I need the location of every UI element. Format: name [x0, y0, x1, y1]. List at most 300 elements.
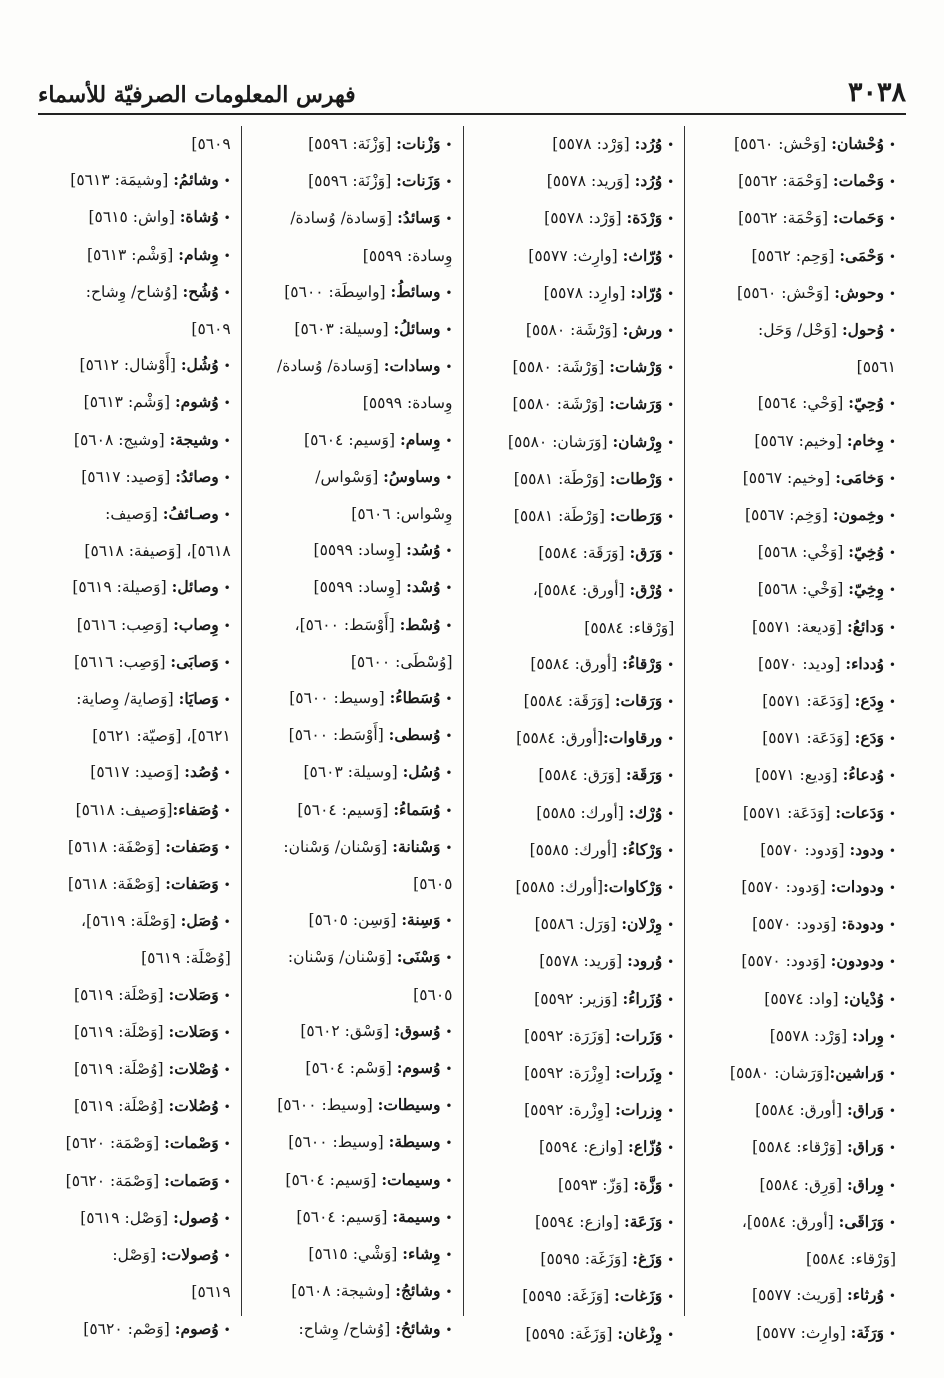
entry-reference: [وَصْمَة: ٥٦٢٠]	[65, 1134, 165, 1153]
index-entry	[695, 275, 896, 312]
index-entry-continuation	[695, 349, 896, 385]
entry-headword: وحوش:	[834, 282, 884, 302]
entry-reference: [وَزْنَة: ٥٥٩٦]	[308, 172, 397, 191]
index-entry	[252, 1162, 453, 1199]
bullet-icon: •	[888, 1029, 896, 1044]
bullet-icon: •	[223, 1063, 231, 1078]
bullet-icon: •	[888, 138, 896, 152]
index-entry	[30, 384, 231, 421]
bullet-icon: •	[667, 657, 675, 672]
bullet-icon: •	[888, 509, 896, 524]
entry-reference: [وِزْرَة: ٥٥٩٢]	[524, 1064, 616, 1083]
index-entry	[695, 943, 896, 980]
entry-headword: ودودون:	[830, 951, 884, 971]
bullet-icon: •	[223, 508, 231, 523]
index-entry-continuation	[695, 1241, 896, 1277]
entry-reference: [وِزْرة: ٥٥٩٢]	[524, 1101, 616, 1120]
entry-headword: وُسُد:	[406, 540, 441, 560]
entry-headword: وَرْقاءُ:	[622, 653, 663, 673]
entry-reference: [وازع: ٥٥٩٤]	[534, 1212, 624, 1231]
bullet-icon: •	[445, 138, 453, 152]
entry-headword: وَرْطات:	[609, 468, 663, 488]
entry-headword: وُصَل:	[180, 911, 219, 931]
entry-reference: [وسيط: ٥٦٠٠]	[288, 1133, 389, 1152]
entry-headword: وخِمون:	[832, 505, 884, 525]
entry-reference: [وَزْنَة: ٥٥٩٦]	[308, 135, 397, 153]
entry-reference: [وَزَغَة: ٥٥٩٥]	[540, 1250, 633, 1269]
entry-headword: وصائدُ:	[175, 466, 219, 486]
entry-reference: [وَرَشان: ٥٥٨٠]	[507, 432, 613, 451]
index-entry	[252, 1273, 453, 1310]
index-entry	[474, 943, 675, 980]
bullet-icon: •	[888, 806, 896, 821]
entry-reference: [واد: ٥٥٧٤]	[764, 989, 844, 1008]
bullet-icon: •	[667, 1253, 675, 1268]
index-entry	[30, 607, 231, 644]
bullet-icon: •	[445, 323, 453, 338]
bullet-icon: •	[667, 361, 675, 376]
entry-reference: [وَصيلة: ٥٦١٩]	[72, 578, 172, 597]
index-entry	[695, 1129, 896, 1166]
index-entry	[30, 1237, 231, 1274]
entry-headword: وُسطى:	[388, 725, 441, 745]
entry-reference: [وَرْشَة: ٥٥٨٠]	[512, 358, 610, 377]
entry-headword: وُسْط:	[399, 614, 441, 634]
entry-reference: [وُسْطَى: ٥٦٠٠]	[350, 652, 453, 671]
entry-reference: [وَصيد: ٥٦١٧]	[81, 467, 176, 486]
entry-headword: وَزَنات:	[396, 171, 441, 191]
entry-reference: [وَحْل/ وَحَل:	[757, 321, 842, 340]
entry-reference: [وَرَشان: ٥٥٨٠]	[729, 1064, 830, 1083]
bullet-icon: •	[888, 324, 896, 339]
index-entry	[695, 906, 896, 943]
entry-headword: وَحْمات:	[832, 171, 884, 191]
bullet-icon: •	[223, 581, 231, 596]
index-entry	[474, 126, 675, 163]
entry-headword: وُرثاء:	[846, 1285, 884, 1305]
index-entry	[252, 1236, 453, 1273]
index-entry	[30, 977, 231, 1014]
index-entry	[30, 754, 231, 791]
bullet-icon: •	[445, 1322, 453, 1337]
entry-headword: وَصَفات:	[165, 874, 219, 894]
bullet-icon: •	[888, 286, 896, 301]
index-entry	[695, 534, 896, 571]
entry-reference: [وَدَعَة: ٥٥٧١]	[762, 692, 855, 711]
entry-reference: وِسْواس: ٥٦٠٦]	[351, 505, 453, 524]
entry-reference: [وَرْقاء: ٥٥٨٤]	[584, 618, 675, 637]
index-entry	[695, 1018, 896, 1055]
entry-reference: [وَصْفَة: ٥٦١٨]	[67, 875, 166, 894]
bullet-icon: •	[445, 581, 453, 596]
index-column	[20, 126, 242, 1338]
entry-reference: [وِساد: ٥٥٩٩]	[313, 541, 407, 560]
bullet-icon: •	[223, 988, 231, 1003]
index-entry-continuation	[252, 385, 453, 421]
entry-headword: وُرّاد:	[630, 282, 663, 302]
bullet-icon: •	[223, 396, 231, 411]
index-entry	[474, 1167, 675, 1204]
entry-headword: وِخام:	[846, 430, 884, 450]
index-entry	[252, 902, 453, 939]
entry-reference: [وَرْطَة: ٥٥٨١]	[513, 507, 610, 526]
entry-headword: وساوسُ:	[383, 466, 441, 486]
bullet-icon: •	[223, 1174, 231, 1189]
entry-headword: وَزَغ:	[632, 1249, 663, 1269]
bullet-icon: •	[445, 470, 453, 485]
bullet-icon: •	[667, 286, 675, 301]
entry-headword: وِزْغان:	[617, 1323, 663, 1343]
entry-headword: وسيطة:	[388, 1132, 441, 1152]
entry-reference: [وَسْواس/	[315, 467, 384, 486]
entry-headword: وَرَشات:	[609, 394, 663, 414]
index-entry	[30, 237, 231, 274]
entry-headword: وُرُد:	[634, 134, 663, 153]
entry-headword: وُصوم:	[174, 1318, 219, 1338]
bullet-icon: •	[667, 1327, 675, 1342]
entry-reference: [وَسْنان/ وَسْنان:	[283, 837, 393, 856]
index-entry	[474, 572, 675, 609]
entry-headword: وَراق:	[846, 1100, 884, 1120]
entry-reference: [وَدود: ٥٥٧٠]	[741, 878, 831, 897]
entry-reference: [أورق: ٥٥٨٤]	[530, 654, 623, 673]
entry-reference: [وَدود: ٥٥٧٠]	[760, 840, 850, 859]
entry-headword: وَخامَى:	[835, 467, 884, 487]
entry-headword: وَصَلات:	[168, 984, 219, 1004]
entry-headword: وَرْدَة:	[626, 208, 663, 228]
entry-reference: ٥٦٠٩]	[191, 135, 231, 153]
bullet-icon: •	[667, 510, 675, 525]
entry-reference: [وارِد: ٥٥٧٨]	[543, 283, 631, 302]
index-entry	[695, 609, 896, 646]
index-entry	[695, 1092, 896, 1129]
entry-headword: وِزَرات:	[615, 1063, 663, 1083]
entry-reference: [وَصْمَة: ٥٦٢٠]	[65, 1171, 165, 1190]
bullet-icon: •	[223, 433, 231, 448]
index-entry	[474, 646, 675, 683]
bullet-icon: •	[667, 547, 675, 562]
index-entry-continuation	[30, 126, 231, 162]
entry-reference: [أورق: ٥٥٨٤]	[755, 1101, 847, 1120]
entry-reference: ٥٦٠٥]	[413, 985, 453, 1004]
index-entry	[474, 312, 675, 349]
index-entry	[474, 1204, 675, 1241]
index-entry-continuation	[474, 610, 675, 646]
entry-reference: [وَرَقَة: ٥٥٨٤]	[538, 544, 630, 563]
entry-reference: [وَدَعَة: ٥٥٧١]	[762, 729, 855, 748]
bullet-icon: •	[667, 881, 675, 896]
index-entry	[695, 757, 896, 794]
index-entry	[474, 906, 675, 943]
entry-reference: [وَزَرَة: ٥٥٩٢]	[524, 1026, 616, 1045]
bullet-icon: •	[888, 1326, 896, 1341]
entry-reference: [وَدَعَة: ٥٥٧١]	[742, 803, 836, 822]
index-entry	[30, 1311, 231, 1348]
entry-reference: [وَسْق: ٥٦٠٢]	[300, 1021, 395, 1040]
entry-reference: [وَرْد: ٥٥٧٨]	[544, 209, 627, 228]
entry-headword: وَرَق:	[629, 543, 663, 563]
index-entry	[252, 311, 453, 348]
index-entry	[30, 903, 231, 940]
index-entry	[252, 1087, 453, 1124]
entry-reference: [وَرْقاء: ٥٥٨٤]	[806, 1250, 896, 1269]
index-entry	[30, 1163, 231, 1200]
bullet-icon: •	[667, 212, 675, 227]
index-column	[242, 126, 464, 1338]
entry-reference: [وَسادة/ وُسادة/	[290, 209, 398, 228]
index-entry	[30, 866, 231, 903]
entry-headword: ودودات:	[830, 877, 884, 897]
bullet-icon: •	[888, 695, 896, 710]
entry-headword: وِسام:	[399, 429, 441, 449]
index-entry	[695, 497, 896, 534]
index-entry	[30, 1088, 231, 1125]
bullet-icon: •	[888, 620, 896, 635]
entry-reference: [أَوْسَط: ٥٦٠٠]	[288, 726, 389, 745]
entry-headword: وَرْكاوات:	[603, 877, 663, 897]
index-entry	[252, 939, 453, 976]
entry-headword: وَدَع:	[854, 728, 884, 748]
entry-headword: وَصَلات:	[168, 1021, 219, 1041]
entry-reference: [وَصاية/ وِصاية:	[76, 690, 179, 709]
bullet-icon: •	[445, 951, 453, 966]
entry-headword: وِراق:	[846, 1174, 884, 1194]
entry-reference: [وَسيم: ٥٦٠٤]	[296, 1207, 393, 1226]
entry-headword: وُحِيّ:	[848, 393, 884, 413]
entry-reference: [وخيم: ٥٥٦٧]	[742, 468, 836, 487]
index-entry-continuation	[252, 496, 453, 532]
entry-reference: وِسادة: ٥٥٩٩]	[362, 394, 453, 413]
entry-headword: وَصَمات:	[164, 1170, 219, 1190]
entry-reference: ٥٦٢١]، [وَصيّة: ٥٦٢١]	[92, 727, 231, 746]
entry-reference: [وَصْم: ٥٦٢٠]	[83, 1319, 175, 1338]
bullet-icon: •	[888, 249, 896, 264]
index-entry-continuation	[30, 533, 231, 569]
index-entry	[695, 1204, 896, 1241]
index-entry	[30, 1014, 231, 1051]
entry-headword: وَراشين:	[829, 1063, 884, 1083]
index-entry	[474, 349, 675, 386]
bullet-icon: •	[223, 470, 231, 485]
index-columns	[20, 126, 906, 1343]
entry-headword: وَرْكاءُ:	[622, 839, 663, 859]
bullet-icon: •	[223, 1137, 231, 1152]
index-entry	[474, 275, 675, 312]
entry-reference: [وُصْلَة: ٥٦١٩]	[141, 949, 231, 968]
entry-reference: [وَصِب: ٥٦١٦]	[74, 652, 171, 671]
index-entry-continuation	[252, 644, 453, 680]
entry-reference: [وُصْلَة: ٥٦١٩]	[73, 1097, 169, 1116]
entry-headword: وَزَغات:	[614, 1286, 663, 1306]
entry-reference: [وَحْش: ٥٥٦٠]	[733, 135, 832, 153]
bullet-icon: •	[667, 584, 675, 599]
entry-reference: [وَصيف: ٥٦١٨]	[75, 800, 173, 819]
bullet-icon: •	[445, 692, 453, 707]
index-entry	[30, 199, 231, 236]
bullet-icon: •	[667, 1178, 675, 1193]
index-entry	[252, 200, 453, 237]
index-entry	[695, 832, 896, 869]
entry-reference: [وَديعة: ٥٥٧١]	[752, 617, 848, 636]
index-entry	[474, 498, 675, 535]
entry-reference: [وَريد: ٥٥٧٨]	[539, 952, 628, 971]
header-rule	[38, 113, 906, 115]
index-entry	[252, 680, 453, 717]
bullet-icon: •	[667, 992, 675, 1007]
entry-reference: [وَديع: ٥٥٧١]	[755, 766, 843, 785]
entry-headword: وَرَقَة:	[625, 765, 663, 785]
entry-reference: [وَرَق: ٥٥٨٤]	[538, 766, 626, 785]
index-entry	[474, 1316, 675, 1353]
bullet-icon: •	[223, 1249, 231, 1264]
entry-reference: [وسيلة: ٥٦٠٣]	[303, 763, 403, 782]
entry-reference: [وازع: ٥٥٩٤]	[538, 1138, 628, 1157]
index-entry	[474, 832, 675, 869]
index-entry	[252, 1013, 453, 1050]
bullet-icon: •	[667, 138, 675, 152]
entry-reference: [أورك: ٥٥٨٥]	[515, 878, 604, 897]
entry-reference: [وَرَل: ٥٥٨٦]	[534, 915, 622, 934]
entry-headword: وُدعاءُ:	[842, 765, 884, 785]
entry-headword: وسيمة:	[392, 1206, 441, 1226]
bullet-icon: •	[223, 655, 231, 670]
entry-headword: وشائحُ:	[395, 1318, 441, 1338]
index-entry	[252, 754, 453, 791]
entry-reference: [وَخِم: ٥٥٦٧]	[744, 506, 833, 525]
index-entry	[252, 532, 453, 569]
entry-headword: وِرْشان:	[612, 431, 663, 451]
entry-reference: [وَصْل:	[112, 1246, 161, 1265]
bullet-icon: •	[223, 285, 231, 300]
index-entry	[695, 423, 896, 460]
entry-reference: [وَدود: ٥٥٧٠]	[752, 915, 842, 934]
index-entry	[695, 1315, 896, 1352]
index-entry	[30, 274, 231, 311]
entry-headword: وِزرات:	[615, 1100, 663, 1120]
entry-reference: [وَرِق: ٥٥٨٤]	[759, 1175, 847, 1194]
entry-reference: [وَصْلَة: ٥٦١٩]	[73, 985, 169, 1004]
bullet-icon: •	[667, 955, 675, 970]
bullet-icon: •	[223, 211, 231, 226]
entry-reference: [وُصْلَة: ٥٦١٩]	[73, 1060, 169, 1079]
entry-headword: ورش:	[622, 320, 663, 340]
entry-headword: وَرَقات:	[614, 691, 663, 711]
entry-reference: [وَرْد: ٥٥٧٨]	[552, 135, 635, 153]
bullet-icon: •	[667, 918, 675, 933]
index-entry	[252, 163, 453, 200]
entry-headword: وسائطُ:	[390, 281, 441, 301]
bullet-icon: •	[445, 1210, 453, 1225]
entry-reference: [وَسْم: ٥٦٠٤]	[305, 1059, 397, 1078]
entry-headword: وُرُد:	[634, 171, 663, 191]
bullet-icon: •	[223, 878, 231, 893]
entry-headword: وُزَراءُ:	[622, 988, 663, 1008]
bullet-icon: •	[888, 212, 896, 227]
entry-reference: [وَصِب: ٥٦١٦]	[76, 615, 174, 634]
entry-reference: [وَخْي: ٥٥٦٨]	[757, 543, 849, 562]
index-entry	[695, 646, 896, 683]
bullet-icon: •	[223, 693, 231, 708]
entry-headword: وِرْلان:	[621, 914, 663, 934]
bullet-icon: •	[445, 1062, 453, 1077]
bullet-icon: •	[667, 398, 675, 413]
index-entry	[30, 1125, 231, 1162]
entry-reference: [وَرْقاء: ٥٥٨٤]	[752, 1138, 847, 1157]
bullet-icon: •	[888, 657, 896, 672]
bullet-icon: •	[888, 992, 896, 1007]
bullet-icon: •	[445, 840, 453, 855]
index-entry	[474, 1018, 675, 1055]
bullet-icon: •	[888, 843, 896, 858]
bullet-icon: •	[223, 1025, 231, 1040]
entry-headword: وشائجُ:	[395, 1281, 441, 1301]
index-entry	[695, 385, 896, 422]
entry-headword: وَزَّة:	[633, 1174, 663, 1194]
index-entry	[474, 981, 675, 1018]
entry-headword: وسادات:	[383, 356, 441, 376]
bullet-icon: •	[223, 840, 231, 855]
entry-reference: [وَشْم: ٥٦١٣]	[86, 245, 179, 264]
bullet-icon: •	[667, 1067, 675, 1082]
bullet-icon: •	[888, 1289, 896, 1304]
page-number: ٣٠٣٨	[847, 77, 906, 108]
entry-reference: ٥٦٠٥]	[413, 875, 453, 894]
entry-reference: [وخيم: ٥٥٦٧]	[754, 431, 847, 450]
bullet-icon: •	[223, 1211, 231, 1226]
index-entry-continuation	[30, 1274, 231, 1310]
index-entry	[474, 461, 675, 498]
entry-reference: [وَشْي: ٥٦١٥]	[308, 1245, 403, 1264]
entry-headword: وَحْمَى:	[839, 245, 884, 265]
bullet-icon: •	[223, 359, 231, 374]
bullet-icon: •	[445, 1024, 453, 1039]
entry-headword: وُدْيان:	[843, 988, 884, 1008]
entry-reference: [وَزّ: ٥٥٩٣]	[557, 1175, 634, 1194]
entry-headword: وُشاة:	[179, 207, 219, 227]
entry-reference: ٥٦٠٩]	[191, 320, 231, 339]
index-entry	[30, 792, 231, 829]
bullet-icon: •	[888, 732, 896, 747]
index-entry	[695, 1167, 896, 1204]
bullet-icon: •	[667, 1290, 675, 1305]
index-entry	[695, 163, 896, 200]
index-entry	[474, 535, 675, 572]
entry-headword: وُصول:	[173, 1207, 219, 1227]
entry-headword: وِخِيّ:	[848, 579, 884, 599]
entry-reference: [أورق: ٥٥٨٤]	[516, 729, 604, 748]
entry-headword: وسائلُ:	[393, 319, 441, 339]
entry-headword: وُسُل:	[402, 762, 441, 782]
entry-headword: وَصْمات:	[164, 1133, 219, 1153]
bullet-icon: •	[888, 471, 896, 486]
index-entry	[252, 1124, 453, 1161]
entry-reference: [وِساد: ٥٥٩٩]	[313, 578, 407, 597]
entry-reference: [وَسادة/ وُسادة/	[276, 357, 384, 376]
entry-reference: [وَزَغَة: ٥٥٩٥]	[522, 1287, 615, 1306]
index-entry	[695, 1277, 896, 1314]
entry-reference: [وَصيد: ٥٦١٧]	[90, 763, 185, 782]
entry-reference: [واش: ٥٦١٥]	[88, 208, 180, 227]
entry-headword: وَدَعات:	[835, 802, 884, 822]
bullet-icon: •	[667, 175, 675, 190]
bullet-icon: •	[667, 1141, 675, 1156]
entry-headword: وَسْنانة:	[392, 836, 441, 856]
index-entry	[30, 569, 231, 606]
entry-reference: [وَرْطَة: ٥٥٨١]	[513, 469, 610, 488]
index-entry	[695, 720, 896, 757]
index-entry	[30, 422, 231, 459]
index-entry	[474, 683, 675, 720]
